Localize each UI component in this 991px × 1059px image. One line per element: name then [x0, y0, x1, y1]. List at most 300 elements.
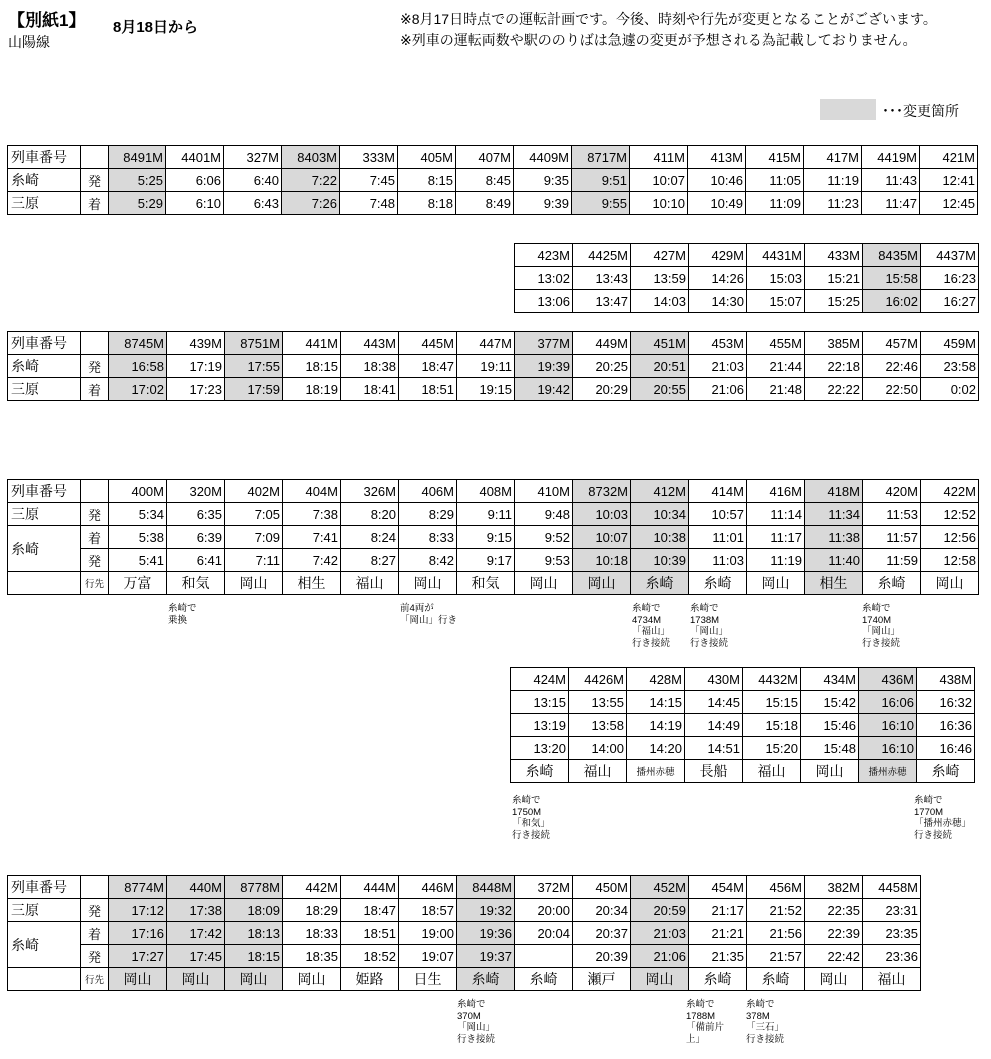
- train-number: 404M: [283, 480, 341, 503]
- time-cell: 18:33: [283, 922, 341, 945]
- train-number: 4425M: [573, 244, 631, 267]
- time-cell: 20:34: [573, 899, 631, 922]
- train-number: 427M: [631, 244, 689, 267]
- table-row: [515, 290, 979, 313]
- time-cell: 7:48: [340, 192, 398, 215]
- time-cell: 18:29: [283, 899, 341, 922]
- time-cell: 18:15: [225, 945, 283, 968]
- time-cell: 18:15: [283, 355, 341, 378]
- time-cell: 11:40: [805, 549, 863, 572]
- train-number: 447M: [457, 332, 515, 355]
- destination-cell: 播州赤穂: [627, 760, 685, 783]
- time-cell: 23:35: [863, 922, 921, 945]
- train-number: 382M: [805, 876, 863, 899]
- time-cell: 11:34: [805, 503, 863, 526]
- train-number: 8717M: [572, 146, 630, 169]
- time-cell: 21:48: [747, 378, 805, 401]
- destination-cell: 岡山: [631, 968, 689, 991]
- destination-cell: 糸崎: [689, 572, 747, 595]
- blank-cell: [81, 332, 109, 355]
- time-cell: 21:06: [631, 945, 689, 968]
- time-cell: 18:52: [341, 945, 399, 968]
- arr-label: 着: [81, 526, 109, 549]
- time-cell: 11:01: [689, 526, 747, 549]
- table-row: [511, 714, 975, 737]
- destination-cell: 糸崎: [689, 968, 747, 991]
- connection-note: 糸崎で 1770M 「播州赤穂」 行き接続: [914, 795, 972, 841]
- time-cell: 6:35: [167, 503, 225, 526]
- train-number: 446M: [399, 876, 457, 899]
- time-cell: 17:45: [167, 945, 225, 968]
- train-number: 411M: [630, 146, 688, 169]
- time-cell: 11:03: [689, 549, 747, 572]
- table-row: [511, 691, 975, 714]
- train-number: 445M: [399, 332, 457, 355]
- time-cell: 18:35: [283, 945, 341, 968]
- dep-label: 発: [81, 899, 109, 922]
- time-cell: 6:43: [224, 192, 282, 215]
- blank-cell: [8, 968, 81, 991]
- time-cell: 19:37: [457, 945, 515, 968]
- time-cell: 22:50: [863, 378, 921, 401]
- train-number: 430M: [685, 668, 743, 691]
- time-cell: 13:55: [569, 691, 627, 714]
- connection-note: 糸崎で 1740M 「岡山」 行き接続: [862, 603, 901, 649]
- time-cell: 21:03: [631, 922, 689, 945]
- train-number: 372M: [515, 876, 573, 899]
- dep-label: 発: [81, 355, 109, 378]
- time-cell: 19:39: [515, 355, 573, 378]
- time-cell: 16:10: [859, 714, 917, 737]
- legend-label: ･･･変更箇所: [882, 103, 959, 119]
- time-cell: 18:47: [341, 899, 399, 922]
- time-cell: 21:52: [747, 899, 805, 922]
- station-itozaki: 糸崎: [8, 355, 81, 378]
- time-cell: 18:47: [399, 355, 457, 378]
- destination-cell: 岡山: [167, 968, 225, 991]
- station-itozaki: 糸崎: [8, 526, 81, 572]
- time-cell: 15:48: [801, 737, 859, 760]
- time-cell: 6:40: [224, 169, 282, 192]
- dep-label: 発: [81, 503, 109, 526]
- table-row: [8, 876, 921, 899]
- time-cell: 11:14: [747, 503, 805, 526]
- time-cell: 16:58: [109, 355, 167, 378]
- time-cell: 9:52: [515, 526, 573, 549]
- time-cell: 11:43: [862, 169, 920, 192]
- time-cell: 10:07: [630, 169, 688, 192]
- time-cell: 11:19: [747, 549, 805, 572]
- time-cell: 5:41: [109, 549, 167, 572]
- train-number: 4432M: [743, 668, 801, 691]
- train-number-label: 列車番号: [8, 332, 81, 355]
- time-cell: 12:41: [920, 169, 978, 192]
- train-number: 413M: [688, 146, 746, 169]
- arr-label: 着: [81, 192, 109, 215]
- train-number: 8778M: [225, 876, 283, 899]
- connection-note: 前4両が 「岡山」行き: [400, 603, 458, 626]
- time-cell: 8:49: [456, 192, 514, 215]
- time-cell: 12:56: [921, 526, 979, 549]
- destination-cell: 岡山: [573, 572, 631, 595]
- destination-cell: 糸崎: [863, 572, 921, 595]
- train-number: 410M: [515, 480, 573, 503]
- destination-cell: 福山: [341, 572, 399, 595]
- time-cell: 20:51: [631, 355, 689, 378]
- time-cell: 20:25: [573, 355, 631, 378]
- train-number: 412M: [631, 480, 689, 503]
- time-cell: 15:03: [747, 267, 805, 290]
- connection-note: 糸崎で 370M 「岡山」 行き接続: [457, 999, 496, 1045]
- notice-1: ※8月17日時点での運転計画です。今後、時刻や行先が変更となることがございます。: [400, 11, 937, 27]
- station-mihara: 三原: [8, 899, 81, 922]
- destination-cell: 糸崎: [457, 968, 515, 991]
- line-name: 山陽線: [8, 34, 50, 50]
- destination-cell: 福山: [743, 760, 801, 783]
- time-cell: 17:38: [167, 899, 225, 922]
- time-cell: 15:21: [805, 267, 863, 290]
- time-cell: 10:57: [689, 503, 747, 526]
- time-cell: 18:41: [341, 378, 399, 401]
- time-cell: 7:41: [283, 526, 341, 549]
- train-number: 4426M: [569, 668, 627, 691]
- sheet-title: 【別紙1】: [8, 11, 86, 30]
- destination-cell: 和気: [457, 572, 515, 595]
- table-row: [511, 760, 975, 783]
- time-cell: 11:38: [805, 526, 863, 549]
- time-cell: [515, 945, 573, 968]
- time-cell: 23:31: [863, 899, 921, 922]
- time-cell: 12:45: [920, 192, 978, 215]
- train-number: 443M: [341, 332, 399, 355]
- time-cell: 19:36: [457, 922, 515, 945]
- destination-cell: 播州赤穂: [859, 760, 917, 783]
- time-cell: 9:17: [457, 549, 515, 572]
- train-number: 408M: [457, 480, 515, 503]
- table-row: [8, 355, 979, 378]
- time-cell: 21:35: [689, 945, 747, 968]
- time-cell: 17:59: [225, 378, 283, 401]
- time-cell: 20:59: [631, 899, 689, 922]
- time-cell: 9:15: [457, 526, 515, 549]
- station-mihara: 三原: [8, 503, 81, 526]
- time-cell: 18:51: [341, 922, 399, 945]
- time-cell: 15:18: [743, 714, 801, 737]
- time-cell: 16:36: [917, 714, 975, 737]
- time-cell: 8:42: [399, 549, 457, 572]
- time-cell: 22:22: [805, 378, 863, 401]
- destination-cell: 瀬戸: [573, 968, 631, 991]
- time-cell: 13:15: [511, 691, 569, 714]
- destination-cell: 日生: [399, 968, 457, 991]
- train-number: 402M: [225, 480, 283, 503]
- train-number: 421M: [920, 146, 978, 169]
- time-cell: 17:27: [109, 945, 167, 968]
- destination-cell: 岡山: [225, 572, 283, 595]
- time-cell: 10:49: [688, 192, 746, 215]
- train-number: 8491M: [109, 146, 166, 169]
- time-cell: 8:15: [398, 169, 456, 192]
- time-cell: 8:18: [398, 192, 456, 215]
- train-number: 326M: [341, 480, 399, 503]
- time-cell: 14:45: [685, 691, 743, 714]
- destination-cell: 岡山: [399, 572, 457, 595]
- time-cell: 10:10: [630, 192, 688, 215]
- train-number: 8732M: [573, 480, 631, 503]
- time-cell: 19:07: [399, 945, 457, 968]
- destination-cell: 岡山: [515, 572, 573, 595]
- table-row: [511, 737, 975, 760]
- time-cell: 8:20: [341, 503, 399, 526]
- time-cell: 21:44: [747, 355, 805, 378]
- time-cell: 5:38: [109, 526, 167, 549]
- time-cell: 10:46: [688, 169, 746, 192]
- time-cell: 23:58: [921, 355, 979, 378]
- time-cell: 6:39: [167, 526, 225, 549]
- train-number: 428M: [627, 668, 685, 691]
- train-number: 422M: [921, 480, 979, 503]
- time-cell: 9:55: [572, 192, 630, 215]
- notice-2: ※列車の運転両数や駅ののりばは急遽の変更が予想される為記載しておりません。: [400, 32, 917, 48]
- time-cell: 15:15: [743, 691, 801, 714]
- destination-cell: 岡山: [109, 968, 167, 991]
- train-number: 327M: [224, 146, 282, 169]
- time-cell: 22:46: [863, 355, 921, 378]
- effective-date: 8月18日から: [113, 19, 199, 36]
- destination-cell: 糸崎: [631, 572, 689, 595]
- table-row: [8, 572, 979, 595]
- time-cell: 17:23: [167, 378, 225, 401]
- train-number: 441M: [283, 332, 341, 355]
- blank-cell: [81, 876, 109, 899]
- destination-cell: 姫路: [341, 968, 399, 991]
- time-cell: 0:02: [921, 378, 979, 401]
- time-cell: 16:10: [859, 737, 917, 760]
- connection-note: 糸崎で 1788M 「備前片 上」: [686, 999, 725, 1045]
- destination-cell: 糸崎: [515, 968, 573, 991]
- blank-cell: [81, 146, 109, 169]
- train-number: 417M: [804, 146, 862, 169]
- train-number: 414M: [689, 480, 747, 503]
- destination-cell: 相生: [283, 572, 341, 595]
- table-row: [8, 192, 978, 215]
- station-itozaki: 糸崎: [8, 922, 81, 968]
- dep-label: 発: [81, 549, 109, 572]
- time-cell: 10:34: [631, 503, 689, 526]
- time-cell: 13:02: [515, 267, 573, 290]
- time-cell: 12:52: [921, 503, 979, 526]
- time-cell: 15:20: [743, 737, 801, 760]
- time-cell: 19:11: [457, 355, 515, 378]
- time-cell: 8:45: [456, 169, 514, 192]
- train-number: 457M: [863, 332, 921, 355]
- time-cell: 15:42: [801, 691, 859, 714]
- time-cell: 7:38: [283, 503, 341, 526]
- time-cell: 11:05: [746, 169, 804, 192]
- connection-note: 糸崎で 1738M 「岡山」 行き接続: [690, 603, 729, 649]
- time-cell: 22:35: [805, 899, 863, 922]
- time-cell: 17:16: [109, 922, 167, 945]
- table-row: [8, 968, 921, 991]
- train-number: 416M: [747, 480, 805, 503]
- time-cell: 5:25: [109, 169, 166, 192]
- time-cell: 11:47: [862, 192, 920, 215]
- time-cell: 9:39: [514, 192, 572, 215]
- destination-cell: 岡山: [921, 572, 979, 595]
- train-number: 439M: [167, 332, 225, 355]
- time-cell: 10:39: [631, 549, 689, 572]
- station-mihara: 三原: [8, 378, 81, 401]
- time-cell: 13:19: [511, 714, 569, 737]
- time-cell: 16:23: [921, 267, 979, 290]
- dest-label: 行先: [81, 572, 109, 595]
- time-cell: 20:29: [573, 378, 631, 401]
- time-cell: 21:56: [747, 922, 805, 945]
- time-cell: 11:17: [747, 526, 805, 549]
- train-number: 4458M: [863, 876, 921, 899]
- time-cell: 14:03: [631, 290, 689, 313]
- time-cell: 5:29: [109, 192, 166, 215]
- time-cell: 14:00: [569, 737, 627, 760]
- train-number: 4409M: [514, 146, 572, 169]
- time-cell: 18:19: [283, 378, 341, 401]
- train-number: 440M: [167, 876, 225, 899]
- dep-label: 発: [81, 945, 109, 968]
- time-cell: 15:46: [801, 714, 859, 737]
- train-number: 320M: [167, 480, 225, 503]
- destination-cell: 和気: [167, 572, 225, 595]
- arr-label: 着: [81, 378, 109, 401]
- train-number: 424M: [511, 668, 569, 691]
- time-cell: 11:53: [863, 503, 921, 526]
- time-cell: 5:34: [109, 503, 167, 526]
- time-cell: 13:59: [631, 267, 689, 290]
- time-cell: 11:57: [863, 526, 921, 549]
- time-cell: 21:21: [689, 922, 747, 945]
- time-cell: 7:11: [225, 549, 283, 572]
- time-cell: 21:17: [689, 899, 747, 922]
- train-number: 415M: [746, 146, 804, 169]
- train-number-label: 列車番号: [8, 876, 81, 899]
- train-number: 456M: [747, 876, 805, 899]
- train-number: 4437M: [921, 244, 979, 267]
- time-cell: 14:51: [685, 737, 743, 760]
- train-number: 429M: [689, 244, 747, 267]
- destination-cell: 岡山: [747, 572, 805, 595]
- dep-label: 発: [81, 169, 109, 192]
- train-number: 423M: [515, 244, 573, 267]
- destination-cell: 岡山: [225, 968, 283, 991]
- time-cell: 9:51: [572, 169, 630, 192]
- train-number: 405M: [398, 146, 456, 169]
- time-cell: 18:51: [399, 378, 457, 401]
- arr-label: 着: [81, 922, 109, 945]
- blank-cell: [81, 480, 109, 503]
- time-cell: 22:42: [805, 945, 863, 968]
- table-row: [515, 244, 979, 267]
- time-cell: 17:12: [109, 899, 167, 922]
- time-cell: 17:42: [167, 922, 225, 945]
- time-cell: 9:53: [515, 549, 573, 572]
- destination-cell: 福山: [863, 968, 921, 991]
- time-cell: 15:58: [863, 267, 921, 290]
- time-cell: 22:18: [805, 355, 863, 378]
- train-number-label: 列車番号: [8, 480, 81, 503]
- destination-cell: 相生: [805, 572, 863, 595]
- time-cell: 16:32: [917, 691, 975, 714]
- destination-cell: 糸崎: [511, 760, 569, 783]
- train-number: 444M: [341, 876, 399, 899]
- time-cell: 12:58: [921, 549, 979, 572]
- train-number: 4401M: [166, 146, 224, 169]
- time-cell: 7:09: [225, 526, 283, 549]
- time-cell: 8:27: [341, 549, 399, 572]
- connection-note: 糸崎で 乗換: [168, 603, 197, 626]
- train-number: 8435M: [863, 244, 921, 267]
- time-cell: 20:55: [631, 378, 689, 401]
- train-number: 436M: [859, 668, 917, 691]
- time-cell: 19:32: [457, 899, 515, 922]
- train-number: 8745M: [109, 332, 167, 355]
- time-cell: 6:10: [166, 192, 224, 215]
- train-number: 4419M: [862, 146, 920, 169]
- destination-cell: 糸崎: [747, 968, 805, 991]
- time-cell: 20:39: [573, 945, 631, 968]
- train-number: 450M: [573, 876, 631, 899]
- table-row: [8, 169, 978, 192]
- dest-label: 行先: [81, 968, 109, 991]
- table-row: [511, 668, 975, 691]
- blank-cell: [8, 572, 81, 595]
- time-cell: 14:49: [685, 714, 743, 737]
- time-cell: 15:07: [747, 290, 805, 313]
- train-number: 377M: [515, 332, 573, 355]
- time-cell: 14:20: [627, 737, 685, 760]
- destination-cell: 糸崎: [917, 760, 975, 783]
- train-number: 434M: [801, 668, 859, 691]
- time-cell: 21:06: [689, 378, 747, 401]
- time-cell: 17:55: [225, 355, 283, 378]
- time-cell: 11:23: [804, 192, 862, 215]
- time-cell: 9:35: [514, 169, 572, 192]
- train-number: 459M: [921, 332, 979, 355]
- time-cell: 13:06: [515, 290, 573, 313]
- destination-cell: 岡山: [283, 968, 341, 991]
- table-row: [8, 549, 979, 572]
- time-cell: 14:30: [689, 290, 747, 313]
- table-row: [8, 526, 979, 549]
- time-cell: 20:00: [515, 899, 573, 922]
- time-cell: 13:43: [573, 267, 631, 290]
- destination-cell: 岡山: [801, 760, 859, 783]
- time-cell: 8:29: [399, 503, 457, 526]
- destination-cell: 長船: [685, 760, 743, 783]
- time-cell: 10:38: [631, 526, 689, 549]
- time-cell: 7:26: [282, 192, 340, 215]
- time-cell: 16:27: [921, 290, 979, 313]
- train-number: 406M: [399, 480, 457, 503]
- train-number-label: 列車番号: [8, 146, 81, 169]
- table-row: [8, 146, 978, 169]
- time-cell: 14:19: [627, 714, 685, 737]
- station-mihara: 三原: [8, 192, 81, 215]
- time-cell: 15:25: [805, 290, 863, 313]
- train-number: 4431M: [747, 244, 805, 267]
- connection-note: 糸崎で 1750M 「和気」 行き接続: [512, 795, 551, 841]
- time-cell: 20:04: [515, 922, 573, 945]
- time-cell: 14:26: [689, 267, 747, 290]
- table-row: [8, 899, 921, 922]
